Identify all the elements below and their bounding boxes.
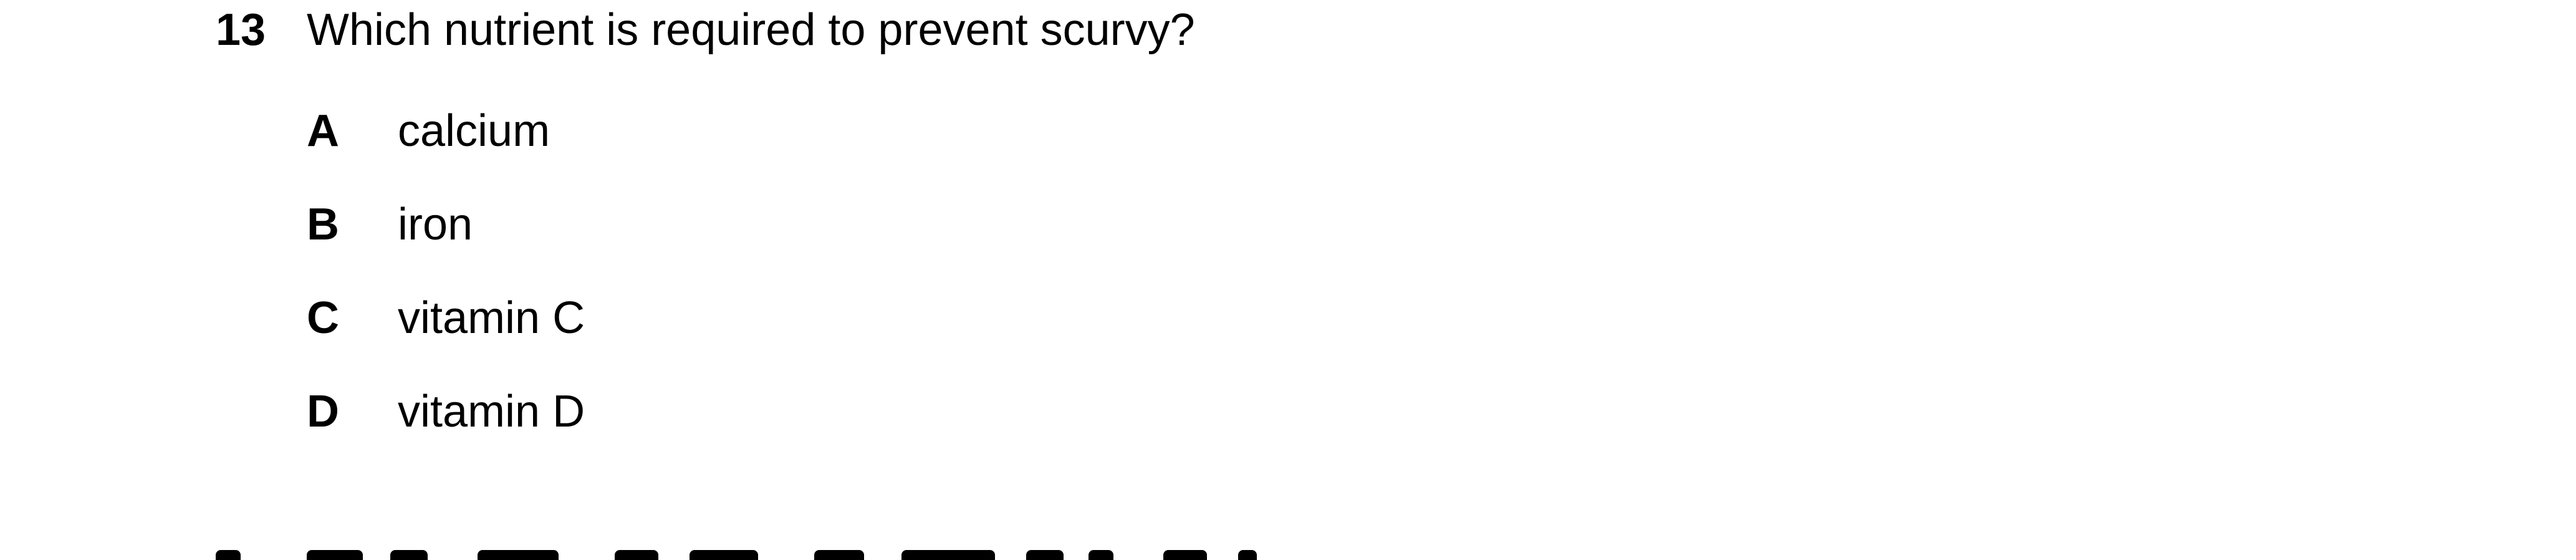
option-letter: C <box>307 293 339 343</box>
answer-option-d <box>307 385 1055 438</box>
answer-option-b <box>307 198 1055 251</box>
option-text: calcium <box>398 106 550 156</box>
option-text: vitamin C <box>398 293 585 343</box>
option-text: vitamin D <box>398 387 585 437</box>
answer-option-a <box>307 105 1055 157</box>
next-question-cropped-line <box>216 538 1338 560</box>
question-text: Which nutrient is required to prevent scurvy? <box>307 5 1195 55</box>
option-letter: A <box>307 106 339 156</box>
option-letter: B <box>307 200 339 249</box>
option-letter: D <box>307 387 339 437</box>
option-text: iron <box>398 200 473 249</box>
question-number: 13 <box>216 5 266 55</box>
answer-option-c <box>307 292 1055 344</box>
